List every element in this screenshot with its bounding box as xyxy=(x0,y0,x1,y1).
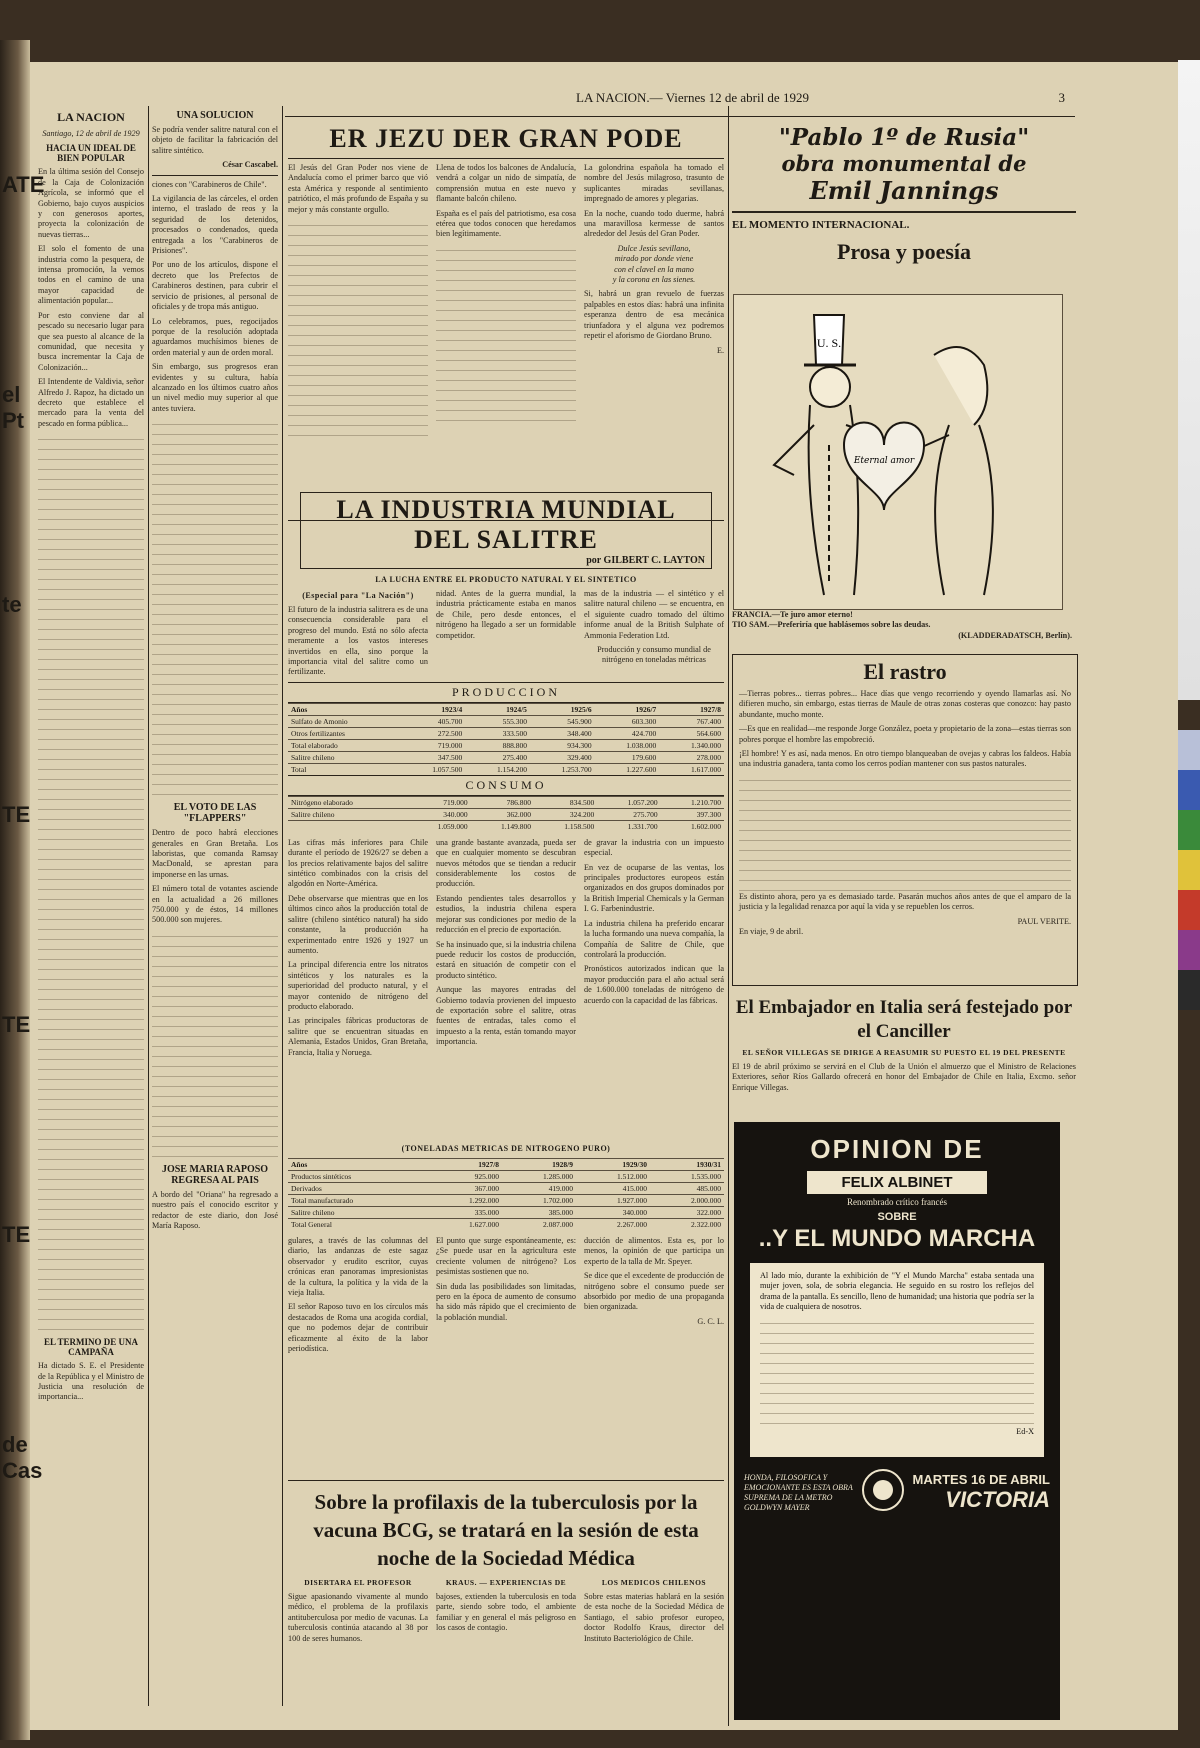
column-two xyxy=(152,106,278,1706)
column-one-headline: HACIA UN IDEAL DE BIEN POPULAR xyxy=(46,143,136,164)
ad-text-block xyxy=(760,1317,1034,1427)
left-edge-fragment: TE xyxy=(2,1222,31,1247)
table-row xyxy=(288,751,724,763)
production-header-cell: 1927/8 xyxy=(659,703,724,715)
embassy-title: El Embajador en Italia será festejado por el Canciller xyxy=(735,997,1073,1042)
table-cell: 424.700 xyxy=(595,727,660,739)
table-cell: Total General xyxy=(288,1219,428,1231)
table-cell: 1.927.000 xyxy=(576,1195,650,1207)
ad-critic: FELIX ALBINET xyxy=(807,1171,987,1194)
column-two-text-block xyxy=(152,418,278,798)
calibration-swatch xyxy=(1178,730,1200,770)
banner-line: obra monumental de xyxy=(781,151,1027,176)
table-cell: 786.800 xyxy=(471,796,534,808)
jezu-verse-line: y la corona en las sienes. xyxy=(612,275,696,285)
banner-line: Emil Jannings xyxy=(809,176,999,205)
table-cell: 324.200 xyxy=(534,808,597,820)
production-header-cell: 1926/7 xyxy=(595,703,660,715)
table-cell: 2.322.000 xyxy=(650,1219,724,1231)
table-cell: 1.285.000 xyxy=(502,1171,576,1183)
ad-signature: Ed-X xyxy=(1016,1426,1034,1436)
table-cell: 719.000 xyxy=(401,739,466,751)
column-one-text-block xyxy=(38,433,144,1333)
rastro-text-block xyxy=(739,774,1071,892)
salitre-lower-paragraph: Sin duda las posibilidades son limitadas, pero en la época de aumento de consumo ha sido más rápido que el crecimiento de la población mundial. xyxy=(436,1281,576,1322)
jezu-paragraph: España es el país del patriotismo, esa cosa etérea que todos conocen que heredamos bien legítimamente. xyxy=(436,208,576,239)
table-cell: 603.300 xyxy=(595,715,660,727)
table-cell: 385.000 xyxy=(502,1207,576,1219)
ad-body: Al lado mío, durante la exhibición de "Y el Mundo Marcha" estaba sentada una mujer joven, sola, de sobria elegancia. He seguido en su rostro los reflejos del drama de la pantalla. Es sencillo, lleno de humanidad; una historia que podría ser la vida de cualquiera de nosotros. xyxy=(760,1271,1034,1312)
ad-critic-note: Renombrado crítico francés xyxy=(847,1197,947,1207)
header-rule xyxy=(285,116,1075,117)
embassy-text: El 19 de abril próximo se servirá en el Club de la Unión el almuerzo que el Ministro de Relaciones Exteriores, señor Ríos Gallardo ofrecerá en honor del Embajador de Chile en Italia, Excmo. señor Enrique Villegas. xyxy=(732,1062,1076,1092)
salitre-lower xyxy=(288,1142,724,1477)
bcg-col-head: LOS MEDICOS CHILENOS xyxy=(601,1578,707,1587)
table-cell: 2.267.000 xyxy=(576,1219,650,1231)
salitre-body-paragraph: La principal diferencia entre los nitratos sintéticos y los naturales es la superioridad del producto natural, y el mayor contenido de nitrógeno del producto elaborado. xyxy=(288,960,428,1011)
column-one-paragraph: El Intendente de Valdivia, señor Alfredo J. Rapoz, ha dictado un decreto que establece el mercado para la venta del pescado en forma pública... xyxy=(38,377,144,428)
newspaper-page xyxy=(2,62,1178,1730)
jezu-verse-line: con el clavel en la mano xyxy=(614,264,694,274)
salitre-title: LA INDUSTRIA MUNDIAL DEL SALITRE xyxy=(336,495,676,554)
tonnage-header-cell: 1927/8 xyxy=(428,1159,502,1171)
table-cell: 1.602.000 xyxy=(661,820,724,832)
raposo-text: A bordo del "Oriana" ha regresado a nuestro país el conocido escritor y redactor de este diario, don José María Raposo. xyxy=(152,1189,278,1231)
flappers-paragraph: Dentro de poco habrá elecciones generales en Gran Bretaña. Los laboristas, que comanda Ramsay MacDonald, se aprestan para imponerse en las urnas. xyxy=(152,828,278,879)
table-cell: 397.300 xyxy=(661,808,724,820)
salitre-body-paragraph: En vez de ocuparse de las ventas, los principales productores europeos están organizados en dos grupos dominados por la British Imperial Chemicals y la German I. G. Farbenindustrie. xyxy=(584,862,724,914)
table-cell: 1.059.000 xyxy=(407,820,470,832)
flappers-text-block xyxy=(152,930,278,1160)
table-cell: 2.000.000 xyxy=(650,1195,724,1207)
jezu-paragraph: El Jesús del Gran Poder nos viene de Andalucía como el primer barco que vió esta América y responde al sentimiento patriótico, el más profundo de España y su mejor y más constante orgullo. xyxy=(288,163,428,214)
table-cell: Otros fertilizantes xyxy=(288,727,401,739)
bcg-paragraph: Sobre estas materias hablará en la sesión de esta noche de la Sociedad Médica de Santiago, el sabio profesor europeo, doctor Rodolfo Kraus, director del Instituto Bacteriológico de Chile. xyxy=(584,1592,724,1643)
table-cell: 362.000 xyxy=(471,808,534,820)
salitre-lower-paragraph: ducción de alimentos. Esta es, por lo menos, la opinión de que participa un experto de la talla de Mr. Speyer. xyxy=(584,1236,724,1266)
salitre-lower-paragraph: gulares, a través de las columnas del diario, las andanzas de este sagaz observador y erudito escritor, cuyas crónicas eran panoramas impresionistas de la cultura, la política y la vida de la vieja Italia. xyxy=(288,1236,428,1298)
column-two-paragraph: La vigilancia de las cárceles, el orden interno, el traslado de reos y la seguridad de los detenidos, procesados o condenados, queda entregada a los "Carabineros de Prisiones". xyxy=(152,194,278,256)
salitre-body-paragraph: Se ha insinuado que, si la industria chilena puede reducir los costos de producción, estará en situación de competir con el producto sintético. xyxy=(436,939,576,980)
jezu-article xyxy=(288,120,724,520)
salitre-body-paragraph: Las principales fábricas productoras de salitre que se encuentran situadas en Alemania, Estados Unidos, Gran Bretaña, Francia, Italia y Noruega. xyxy=(288,1016,428,1057)
una-solucion-intro: Se podría vender salitre natural con el objeto de facilitar la fabricación del salitre sintético. xyxy=(152,125,278,155)
salitre-lower-paragraph: El punto que surge espontáneamente, es: ¿Se puede usar en la agricultura este creciente volumen de nitrógeno? Los pesimistas sostienen que no. xyxy=(436,1236,576,1277)
ad-theatre: VICTORIA xyxy=(945,1487,1050,1512)
jezu-verse-line: mirado por donde viene xyxy=(614,254,694,264)
calibration-swatch xyxy=(1178,770,1200,810)
table-cell: 348.400 xyxy=(530,727,595,739)
table-cell: 1.057.500 xyxy=(401,763,466,775)
salitre-body-paragraph: de gravar la industria con un impuesto especial. xyxy=(584,837,724,858)
left-edge-fragment: el Pt xyxy=(2,382,24,433)
salitre-paragraph: mas de la industria — el sintético y el salitre natural chileno — se encuentra, en el siguiente cuadro tomado del último informe anual de la British Sulphate of Ammonia Federation Ltd. xyxy=(584,589,724,640)
bcg-col-head: KRAUS. — EXPERIENCIAS DE xyxy=(445,1578,567,1587)
table-cell: 2.087.000 xyxy=(502,1219,576,1231)
table-row xyxy=(288,820,724,832)
flappers-headline: EL VOTO DE LAS "FLAPPERS" xyxy=(173,802,257,825)
production-header-cell: 1924/5 xyxy=(465,703,530,715)
column-one-paragraph: En la última sesión del Consejo de la Caja de Colonización Agrícola, se informó que el Gobierno, bajo cuyos auspicios y con generosos aportes, proyecta la colonización de nuevas tierras... xyxy=(38,167,144,239)
jezu-paragraph: En la noche, cuando todo duerme, habrá una maravillosa kermesse de santos alrededor del Jesús del Gran Poder. xyxy=(584,208,724,239)
table-cell: 1.253.700 xyxy=(530,763,595,775)
tonnage-title: (TONELADAS METRICAS DE NITROGENO PURO) xyxy=(401,1144,611,1153)
left-edge-fragment: ATE xyxy=(2,172,45,197)
embassy-subhead: EL SEÑOR VILLEGAS SE DIRIGE A REASUMIR SU PUESTO EL 19 DEL PRESENTE xyxy=(742,1048,1066,1057)
table-cell: 1.227.600 xyxy=(595,763,660,775)
column-one-dateline: Santiago, 12 de abril de 1929 xyxy=(42,129,140,138)
cartoon-caption xyxy=(732,610,1072,650)
una-solucion-signature: César Cascabel. xyxy=(222,160,278,170)
production-table xyxy=(288,703,724,775)
calibration-white xyxy=(1178,60,1200,700)
bcg-paragraph: bajoses, extienden la tuberculosis en toda parte, siendo sobre todo, el ambiente familiar y en general el más peligroso en los casos de contagio. xyxy=(436,1592,576,1633)
table-row xyxy=(288,808,724,820)
jannings-banner xyxy=(732,120,1076,280)
flappers-paragraph: El número total de votantes asciende en la actualidad a 26 millones 750.000 y de éstos, 14 millones 500.000 son mujeres. xyxy=(152,884,278,925)
table-cell: Total manufacturado xyxy=(288,1195,428,1207)
table-cell: 329.400 xyxy=(530,751,595,763)
table-cell: 1.331.700 xyxy=(597,820,660,832)
jezu-verse-line: Dulce Jesús sevillano, xyxy=(617,243,691,253)
ad-sobre: SOBRE xyxy=(877,1211,917,1223)
column-one-paragraph: Por esto conviene dar al pescado su necesario lugar para que sea puesto al alcance de la comunidad, que necesita y busca incrementar la Caja de Colonización... xyxy=(38,310,144,372)
jezu-paragraph: Llena de todos los balcones de Andalucía, vendrá a colgar un nido de simpatía, de comprensión mutua en este nuevo y flamante balcón chileno. xyxy=(436,163,576,204)
production-header-cell: Años xyxy=(288,703,401,715)
table-cell: Salitre chileno xyxy=(288,1207,428,1219)
cartoon-heart-label: Eternal amor xyxy=(853,456,915,466)
table-cell: 888.800 xyxy=(465,739,530,751)
table-cell: 555.300 xyxy=(465,715,530,727)
table-cell: 934.300 xyxy=(530,739,595,751)
table-row xyxy=(288,763,724,775)
table-cell: 767.400 xyxy=(659,715,724,727)
banner-line: "Pablo 1º de Rusia" xyxy=(778,124,1030,151)
international-section: EL MOMENTO INTERNACIONAL. xyxy=(732,219,910,231)
calibration-swatch xyxy=(1178,890,1200,930)
table-cell: 719.000 xyxy=(407,796,470,808)
bcg-col-head: DISERTARA EL PROFESOR xyxy=(304,1578,412,1587)
divider xyxy=(288,1480,724,1481)
table-cell: 275.400 xyxy=(465,751,530,763)
ad-date: MARTES 16 DE ABRIL xyxy=(912,1472,1050,1487)
salitre-body-paragraph: Debe observarse que mientras que en los últimos cinco años la producción total de salitre (chileno sintético natural) ha sido constante, la producción ha experimentado entre 1926 y 1927 un aumento. xyxy=(288,893,428,955)
una-solucion-headline: UNA SOLUCION xyxy=(176,110,254,121)
table-row xyxy=(288,1183,724,1195)
tonnage-header-cell: Años xyxy=(288,1159,428,1171)
salitre-paragraph: nidad. Antes de la guerra mundial, la industria prácticamente estaba en manos de Chile, pero desde entonces, el nitrógeno ha llegado a ser un formidable competidor. xyxy=(436,589,576,640)
table-cell: 1.535.000 xyxy=(650,1171,724,1183)
rastro-paragraph: —Es que en realidad—me responde Jorge González, poeta y propietario de la zona—estas tierras son pobres porque el hombre las empobreció. xyxy=(739,724,1072,744)
table-cell: Salitre chileno xyxy=(288,808,407,820)
rastro-paragraph: Es distinto ahora, pero ya es demasiado tarde. Pasarán muchos años antes de que el amparo de la justicia y la legalidad renazca por aquí la vida y se repueblen los cerros. xyxy=(739,891,1071,912)
cartoon-caption-line: TIO SAM.—Preferiría que hablásemos sobre las deudas. xyxy=(732,620,931,630)
ad-left-badge: HONDA, FILOSOFICA Y EMOCIONANTE ES ESTA OBRA SUPREMA DE LA METRO GOLDWYN MAYER xyxy=(744,1473,853,1512)
table-cell: 1.292.000 xyxy=(428,1195,502,1207)
ad-film: ..Y EL MUNDO MARCHA xyxy=(758,1225,1036,1252)
table-cell: Salitre chileno xyxy=(288,751,401,763)
salitre-body-paragraph: Estando pendientes tales desarrollos y estudios, la industria chilena espera mejorar sus condiciones por medio de la reducción en el precio de exportación. xyxy=(436,893,576,935)
cartoon-illustration xyxy=(733,294,1063,610)
left-edge-fragment: te xyxy=(2,592,22,617)
jezu-closing: Si, habrá un gran revuelo de fuerzas palpables en estos días: habrá una infinita esperanza dentro de esa mecánica triunfadora y el alguna vez podremos repetir el aforismo de Giordano Bruno. xyxy=(584,289,724,341)
jezu-initial: E. xyxy=(716,345,724,355)
table-row xyxy=(288,1207,724,1219)
salitre-lower-paragraph: El señor Raposo tuvo en los círculos más destacados de Roma una acogida cordial, que no podemos dejar de contribuir eficazmente al éxito de la labor periodística. xyxy=(288,1302,428,1354)
table-row xyxy=(288,727,724,739)
calibration-swatch xyxy=(1178,970,1200,1010)
table-cell: 335.000 xyxy=(428,1207,502,1219)
table-cell: 367.000 xyxy=(428,1183,502,1195)
jezu-text-block xyxy=(288,219,428,439)
column-two-paragraph: ciones con "Carabineros de Chile". xyxy=(152,179,267,189)
table-cell: 275.700 xyxy=(597,808,660,820)
production-header-cell: 1925/6 xyxy=(530,703,595,715)
table-cell: Productos sintéticos xyxy=(288,1171,428,1183)
rastro-author: PAUL VERITE. xyxy=(1017,916,1071,926)
calibration-swatch xyxy=(1178,850,1200,890)
raposo-headline: JOSE MARIA RAPOSO REGRESA AL PAIS xyxy=(161,1163,269,1186)
rastro-paragraph: ¡El hombre! Y es así, nada menos. En otro tiempo blanqueaban de ovejas y cabras los faldeos. Había una industria ganadera, tanta como los cerros podían mantener con sus pastos naturales. xyxy=(739,749,1071,769)
rastro-paragraph: —Tierras pobres... tierras pobres... Hace días que vengo recorriendo y oyendo llamarlas así. No difieren mucho, sin embargo, estas tierras de Maule de otras zonas costeras que conozco: hay pasto abundante, mucho monte. xyxy=(739,689,1071,719)
column-one-second-headline: EL TERMINO DE UNA CAMPAÑA xyxy=(43,1337,139,1358)
table-cell: 272.500 xyxy=(401,727,466,739)
tonnage-header-cell: 1929/30 xyxy=(576,1159,650,1171)
table-cell: Nitrógeno elaborado xyxy=(288,796,407,808)
table-row xyxy=(288,1195,724,1207)
table-cell: Sulfato de Amonio xyxy=(288,715,401,727)
salitre-subhead: LA LUCHA ENTRE EL PRODUCTO NATURAL Y EL SINTETICO xyxy=(375,575,637,584)
rastro-title: El rastro xyxy=(863,659,947,684)
column-two-paragraph: Por uno de los artículos, dispone el decreto que los Prefectos de Carabineros destinen, para cubrir el servicio de prisiones, al personal de oficiales y de tropa más antiguo. xyxy=(152,260,278,312)
table-cell: 415.000 xyxy=(576,1183,650,1195)
column-rule xyxy=(148,106,149,1706)
salitre-byline: por GILBERT C. LAYTON xyxy=(586,555,705,566)
table-cell: Total xyxy=(288,763,401,775)
table-cell: 545.900 xyxy=(530,715,595,727)
bcg-title: Sobre la profilaxis de la tuberculosis por la vacuna BCG, se tratará en la sesión de esta noche de la Sociedad Médica xyxy=(313,1490,699,1570)
table-cell: 1.627.000 xyxy=(428,1219,502,1231)
salitre-body-paragraph: Pronósticos autorizados indican que la mayor producción para el año actual será de 1.600.000 toneladas de nitrógeno de acuerdo con la capacidad de las fábricas. xyxy=(584,964,724,1005)
rastro-place: En viaje, 9 de abril. xyxy=(739,927,804,937)
table-cell: 1.154.200 xyxy=(465,763,530,775)
column-two-paragraph: Lo celebramos, pues, regocijados porque de la resolución adoptada aguardamos muchísimos bienes de orden material y aun de orden moral. xyxy=(152,316,278,357)
table-cell: 1.149.800 xyxy=(471,820,534,832)
cartoon-drawing xyxy=(734,295,1062,609)
bcg-article xyxy=(288,1484,724,1724)
table-cell: 1.038.000 xyxy=(595,739,660,751)
table-cell: 179.600 xyxy=(595,751,660,763)
ad-title: OPINION DE xyxy=(810,1134,984,1164)
table-cell: 1.210.700 xyxy=(661,796,724,808)
production-title: PRODUCCION xyxy=(288,682,724,703)
divider xyxy=(732,211,1076,213)
consumption-title: CONSUMO xyxy=(288,775,724,796)
salitre-table-title: Producción y consumo mundial de nitrógeno en toneladas métricas xyxy=(597,645,711,665)
calibration-swatch xyxy=(1178,810,1200,850)
table-cell: 322.000 xyxy=(650,1207,724,1219)
left-edge-fragment: TE xyxy=(2,802,31,827)
table-cell: 485.000 xyxy=(650,1183,724,1195)
table-row xyxy=(288,796,724,808)
calibration-swatch xyxy=(1178,930,1200,970)
cartoon-caption-line: FRANCIA.—Te juro amor eterno! xyxy=(732,610,853,619)
lion-emblem-icon xyxy=(860,1467,906,1513)
table-cell: Total elaborado xyxy=(288,739,401,751)
table-cell: 925.000 xyxy=(428,1171,502,1183)
table-cell: 564.600 xyxy=(659,727,724,739)
production-header-cell: 1923/4 xyxy=(401,703,466,715)
salitre-lower-paragraph: Se dice que el excedente de producción de nitrógeno sobre el consumo puede ser absorbido por medio de una propaganda bien organizada. xyxy=(584,1271,724,1312)
column-one-second-text: Ha dictado S. E. el Presidente de la República y el Ministro de Justicia una resolución de importancia... xyxy=(38,1361,144,1402)
table-row xyxy=(288,1171,724,1183)
table-cell: 1.512.000 xyxy=(576,1171,650,1183)
salitre-body-paragraph: La industria chilena ha preferido encarar la lucha formando una nueva compañía, la Compañía de Salitre de Chile, que controlará la producción. xyxy=(584,918,724,959)
salitre-body-paragraph: una grande bastante avanzada, pueda ser que en cualquier momento se descubran nuevos métodos que se tiendan a reducir considerablemente los costos de producción. xyxy=(436,837,576,889)
table-cell: 1.702.000 xyxy=(502,1195,576,1207)
table-cell xyxy=(288,820,407,832)
jezu-title: ER JEZU DER GRAN PODE xyxy=(288,124,724,159)
column-one xyxy=(38,106,144,1706)
column-rule xyxy=(282,106,283,1706)
column-two-paragraph: Sin embargo, sus progresos eran evidentes y su cultura, había alcanzado en los últimos cuatro años un nivel medio muy superior al que antes tuviera. xyxy=(152,362,278,413)
tonnage-header-cell: 1930/31 xyxy=(650,1159,724,1171)
table-cell: 1.340.000 xyxy=(659,739,724,751)
table-cell: 1.057.200 xyxy=(597,796,660,808)
table-cell: 834.500 xyxy=(534,796,597,808)
table-cell: 333.500 xyxy=(465,727,530,739)
table-row xyxy=(288,715,724,727)
prosa-title: Prosa y poesía xyxy=(836,239,972,264)
salitre-signature: G. C. L. xyxy=(697,1316,724,1326)
table-cell: Derivados xyxy=(288,1183,428,1195)
left-edge-fragment: TE xyxy=(2,1012,31,1037)
column-rule xyxy=(728,106,729,1726)
page-number: 3 xyxy=(1058,90,1065,105)
table-cell: 340.000 xyxy=(576,1207,650,1219)
jezu-text-block xyxy=(436,244,576,424)
table-cell: 278.000 xyxy=(659,751,724,763)
salitre-body-paragraph: Aunque las mayores entradas del Gobierno todavía provienen del impuesto de exportación sobre el salitre, otras fuentes de entradas, tales como el impuesto a la renta, están tomando mayor importancia. xyxy=(436,985,576,1047)
table-cell: 347.500 xyxy=(401,751,466,763)
table-cell: 340.000 xyxy=(407,808,470,820)
cartoon-credit: (KLADDERADATSCH, Berlín). xyxy=(958,630,1072,640)
table-cell: 405.700 xyxy=(401,715,466,727)
bcg-paragraph: Sigue apasionando vivamente al mundo médico, el problema de la profilaxis antituberculosa por medio de vacunas. La tuberculosis continúa atacando al 38 por 100 de seres humanos. xyxy=(288,1592,428,1643)
salitre-special: (Especial para "La Nación") xyxy=(302,591,414,600)
table-row xyxy=(288,1219,724,1231)
jezu-paragraph: La golondrina española ha tomado el nombre del Jesús milagroso, trasunto de suplicantes miradas sevillanas, impregnado de amores y plegarias. xyxy=(584,163,724,204)
divider xyxy=(152,175,278,176)
cartoon-hat-label: U. S. xyxy=(816,336,842,350)
table-cell: 419.000 xyxy=(502,1183,576,1195)
consumption-table xyxy=(288,796,724,832)
salitre-body-paragraph: Las cifras más inferiores para Chile durante el período de 1926/27 se deben a los precios relativamente bajos del salitre sintético combinados con la crisis del algodón en Norte-América. xyxy=(288,837,428,889)
embassy-article xyxy=(732,992,1076,1117)
column-one-paragraph: El solo el fomento de una industria como la pesquera, de intensa promoción, la vemos todos en el camino de una mayor capacidad de alimentación popular... xyxy=(38,244,144,306)
salitre-paragraph: El futuro de la industria salitrera es de una consecuencia considerable para el progreso del mundo. Está no sólo afecta meramente a los vastos intereses invertidos en ella, sino porque la importancia vital del salitre como un fertilizante. xyxy=(288,605,428,677)
date-line: LA NACION.— Viernes 12 de abril de 1929 xyxy=(576,90,809,105)
masthead xyxy=(320,90,1065,114)
table-row xyxy=(288,739,724,751)
table-cell: 1.158.500 xyxy=(534,820,597,832)
column-one-paper: LA NACION xyxy=(57,110,125,124)
left-edge-fragments xyxy=(2,172,45,1672)
film-advertisement xyxy=(734,1122,1060,1720)
rastro-article xyxy=(732,654,1078,986)
left-edge-fragment: de Cas xyxy=(2,1432,43,1483)
tonnage-header-cell: 1928/9 xyxy=(502,1159,576,1171)
tonnage-table xyxy=(288,1158,724,1230)
table-cell: 1.617.000 xyxy=(659,763,724,775)
